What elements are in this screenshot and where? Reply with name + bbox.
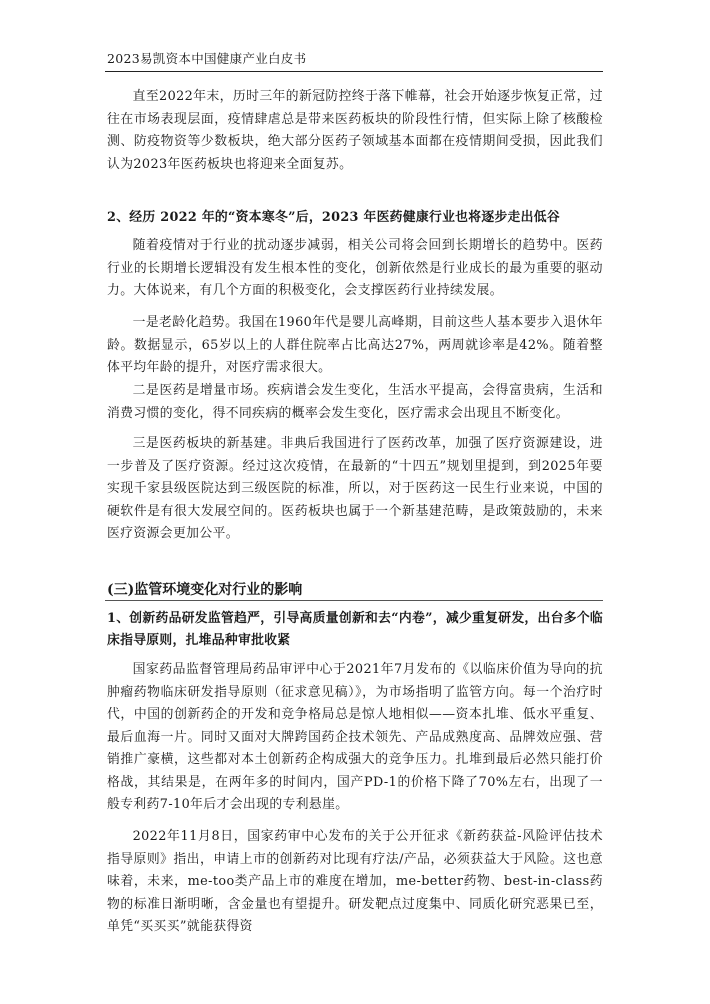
paragraph-aging-trend: 一是老龄化趋势。我国在1960年代是婴儿高峰期，目前这些人基本要步入退休年龄。数据显示，65岁以上的人群住院率占比高达27%，两周就诊率是42%。随着整体平均年龄的提升，对医疗需求很大。 <box>107 315 603 375</box>
section-divider <box>105 600 603 601</box>
paragraph-benefit-risk-guideline: 2022年11月8日，国家药审中心发布的关于公开征求《新药获益-风险评估技术指导原则》指出，申请上市的创新药对比现有疗法/产品，必须获益大于风险。这也意味着，未来，me-too类产品上市的难度在增加，me-better药物、best-in-class药物的标准日渐明晰，含金量也有望提升。研发靶点过度集中、同质化研究恶果已至，单凭“买买买”就能获得资 <box>107 829 603 934</box>
paragraph-pandemic-recovery: 直至2022年末，历时三年的新冠防控终于落下帷幕，社会开始逐步恢复正常，过往在市场表现层面，疫情肆虐总是带来医药板块的阶段性行情，但实际上除了核酸检测、防疫物资等少数板块，绝大部分医药子领域基本面都在疫情期间受损，因此我们认为2023年医药板块也将迎来全面复苏。 <box>107 89 603 172</box>
subheading-innovative-drug-regulation: 1、创新药品研发监管趋严，引导高质量创新和去“内卷”，减少重复研发，出台多个临床指导原则，扎堆品种审批收紧 <box>107 611 604 648</box>
section-title-regulatory: (三)监管环境变化对行业的影响 <box>107 582 303 598</box>
paragraph-industry-growth: 随着疫情对于行业的扰动逐步减弱，相关公司将会回到长期增长的趋势中。医药行业的长期增长逻辑没有发生根本性的变化，创新依然是行业成长的最为重要的驱动力。大体说来，有几个方面的积极变化，会支撑医药行业持续发展。 <box>107 238 603 298</box>
paragraph-oncology-guideline: 国家药品监督管理局药品审评中心于2021年7月发布的《以临床价值为导向的抗肿瘤药物临床研发指导原则（征求意见稿）》，为市场指明了监管方向。每一个治疗时代，中国的创新药企的开发和竞争格局总是惊人地相似——资本扎堆、低水平重复、最后血海一片。同时又面对大牌跨国药企技术领先、产品成熟度高、品牌效应强、营销推广豪横，这些都对本土创新药企构成强大的竞争压力。扎堆到最后必然只能打价格战，其结果是，在两年多的时间内，国产PD-1的价格下降了70%左右，出现了一般专利药7-10年后才会出现的专利悬崖。 <box>107 662 603 812</box>
page-header-title: 2023易凯资本中国健康产业白皮书 <box>107 51 307 66</box>
subheading-capital-winter: 2、经历 2022 年的“资本寒冬”后，2023 年医药健康行业也将逐步走出低谷 <box>107 210 560 225</box>
paragraph-incremental-market: 二是医药是增量市场。疾病谱会发生变化，生活水平提高，会得富贵病，生活和消费习惯的变化，得不同疾病的概率会发生变化，医疗需求会出现且不断变化。 <box>107 383 603 421</box>
header-divider <box>105 71 603 72</box>
paragraph-new-infrastructure: 三是医药板块的新基建。非典后我国进行了医药改革，加强了医疗资源建设，进一步普及了医疗资源。经过这次疫情，在最新的“十四五”规划里提到，到2025年要实现千家县级医院达到三级医院的标准，所以，对于医药这一民生行业来说，中国的硬软件是有很大发展空间的。医药板块也属于一个新基建范畴，是政策鼓励的，未来医疗资源会更加公平。 <box>107 436 603 541</box>
